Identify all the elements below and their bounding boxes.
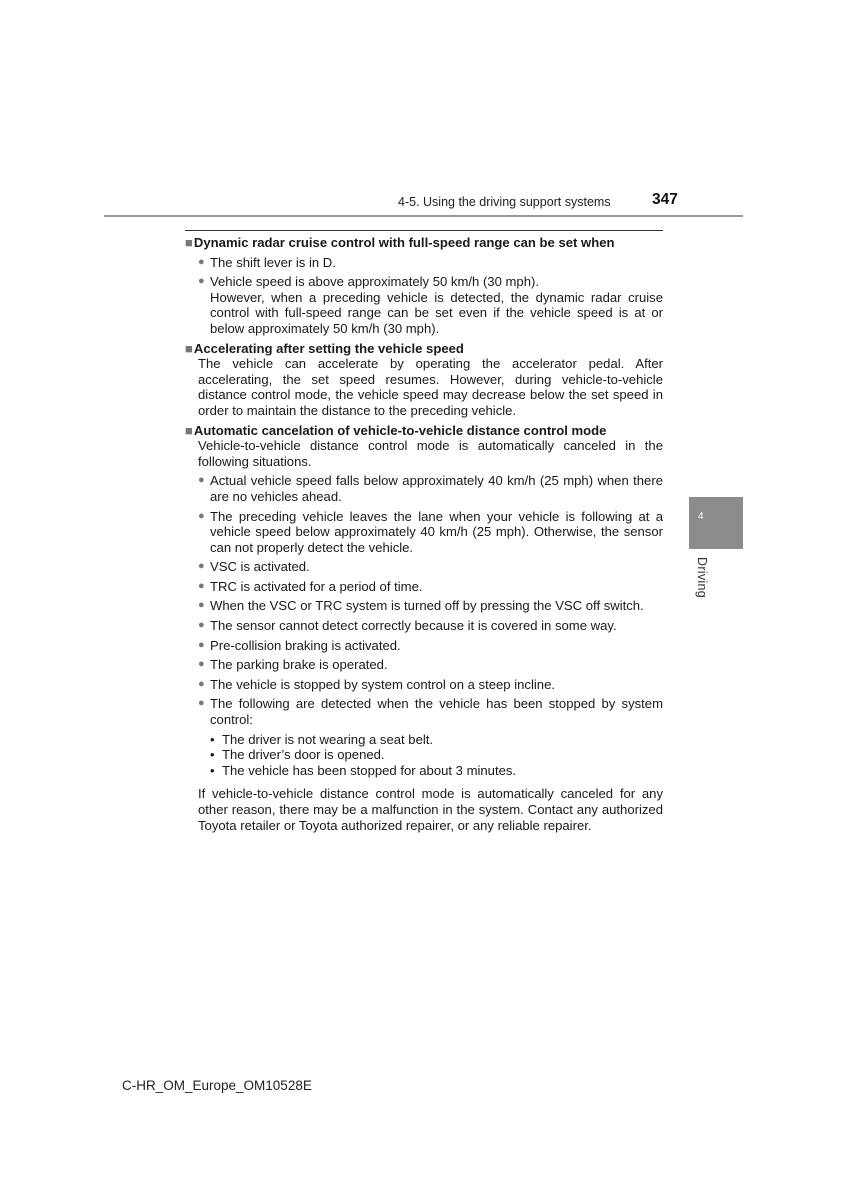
page-content xyxy=(185,230,663,833)
sub-list-item-text: The driver is not wearing a seat belt. xyxy=(222,731,434,747)
content-top-rule xyxy=(185,230,663,231)
header-divider xyxy=(104,215,743,217)
list-item xyxy=(185,696,663,727)
list-item-continuation: However, when a preceding vehicle is detected, the dynamic radar cruise control with full-speed range can be set even if the vehicle speed is at or below approximately 50 km/h (30 mph). xyxy=(210,289,663,336)
list-item xyxy=(185,473,663,504)
bullet-icon: ● xyxy=(198,658,205,671)
section-heading-accelerating xyxy=(185,341,663,357)
bullet-icon: ● xyxy=(198,619,205,632)
section-heading-text: Automatic cancelation of vehicle-to-vehicle distance control mode xyxy=(193,422,607,438)
list-item-text: When the VSC or TRC system is turned off by pressing the VSC off switch. xyxy=(210,598,644,614)
square-marker-icon: ■ xyxy=(185,422,193,438)
list-item-text: VSC is activated. xyxy=(210,559,310,575)
list-item-text: The vehicle is stopped by system control on a steep incline. xyxy=(210,676,555,692)
bullet-icon: ● xyxy=(198,599,205,612)
list-item-text: TRC is activated for a period of time. xyxy=(210,578,423,594)
list-item xyxy=(185,274,663,336)
section-heading-auto-cancel xyxy=(185,423,663,439)
list-item xyxy=(185,677,663,693)
section-intro: Vehicle-to-vehicle distance control mode is automatically canceled in the following situations. xyxy=(198,438,663,469)
list-item xyxy=(185,638,663,654)
list-item-text: Pre-collision braking is activated. xyxy=(210,637,401,653)
section-heading-text: Dynamic radar cruise control with full-speed range can be set when xyxy=(193,235,615,250)
list-item xyxy=(185,559,663,575)
list-item-text: The sensor cannot detect correctly because it is covered in some way. xyxy=(210,618,617,634)
sub-list-item-text: The vehicle has been stopped for about 3 minutes. xyxy=(222,762,517,778)
page-number: 347 xyxy=(652,191,678,208)
bullet-icon: ● xyxy=(198,509,205,522)
list-item-text: The following are detected when the vehicle has been stopped by system control: xyxy=(210,696,663,728)
list-item xyxy=(185,579,663,595)
list-item-text: Actual vehicle speed falls below approximately 40 km/h (25 mph) when there are no vehicles ahead. xyxy=(210,473,663,504)
chapter-tab xyxy=(689,497,743,549)
bullet-icon: ● xyxy=(198,255,205,268)
bullet-icon: ● xyxy=(198,474,205,487)
list-item xyxy=(185,255,663,271)
list-item xyxy=(185,598,663,614)
bullet-icon: ● xyxy=(198,638,205,651)
chapter-label: Driving xyxy=(695,557,709,598)
section-heading-set-conditions xyxy=(185,235,663,251)
square-marker-icon: ■ xyxy=(185,235,193,250)
list-item-text: Vehicle speed is above approximately 50 km/h (30 mph). xyxy=(210,274,539,290)
document-code: C-HR_OM_Europe_OM10528E xyxy=(122,1078,312,1093)
running-header-section: 4-5. Using the driving support systems xyxy=(398,195,611,209)
sub-bullet-icon: • xyxy=(210,731,215,747)
sub-list-item xyxy=(210,763,663,779)
section-heading-text: Accelerating after setting the vehicle speed xyxy=(193,340,464,356)
sub-list-item-text: The driver’s door is opened. xyxy=(222,747,385,763)
section-paragraph: The vehicle can accelerate by operating the accelerator pedal. After accelerating, the set speed resumes. However, during vehicle-to-vehicle distance control mode, the vehicle speed may decrease below the set speed in order to maintain the distance to the preceding vehicle. xyxy=(198,356,663,418)
bullet-icon: ● xyxy=(198,275,205,288)
sub-bullet-icon: • xyxy=(210,762,215,778)
list-item xyxy=(185,509,663,556)
list-item-text: The preceding vehicle leaves the lane when your vehicle is following at a vehicle speed below approximately 40 km/h (25 mph). Otherwise, the sensor can not properly detect the vehicle. xyxy=(210,508,663,555)
square-marker-icon: ■ xyxy=(185,340,193,356)
section-closing: If vehicle-to-vehicle distance control mode is automatically canceled for any other reason, there may be a malfunction in the system. Contact any authorized Toyota retailer or Toyota authorized repairer, or any reliable repairer. xyxy=(198,786,663,833)
chapter-number: 4 xyxy=(698,511,704,522)
list-item-text: The shift lever is in D. xyxy=(210,254,336,270)
list-item xyxy=(185,618,663,634)
bullet-icon: ● xyxy=(198,697,205,710)
list-item-text: The parking brake is operated. xyxy=(210,657,388,673)
sub-bullet-icon: • xyxy=(210,747,215,763)
bullet-icon: ● xyxy=(198,560,205,573)
sub-list xyxy=(210,732,663,779)
bullet-icon: ● xyxy=(198,579,205,592)
sub-list-item xyxy=(210,732,663,748)
bullet-icon: ● xyxy=(198,677,205,690)
sub-list-item xyxy=(210,747,663,763)
list-item xyxy=(185,657,663,673)
